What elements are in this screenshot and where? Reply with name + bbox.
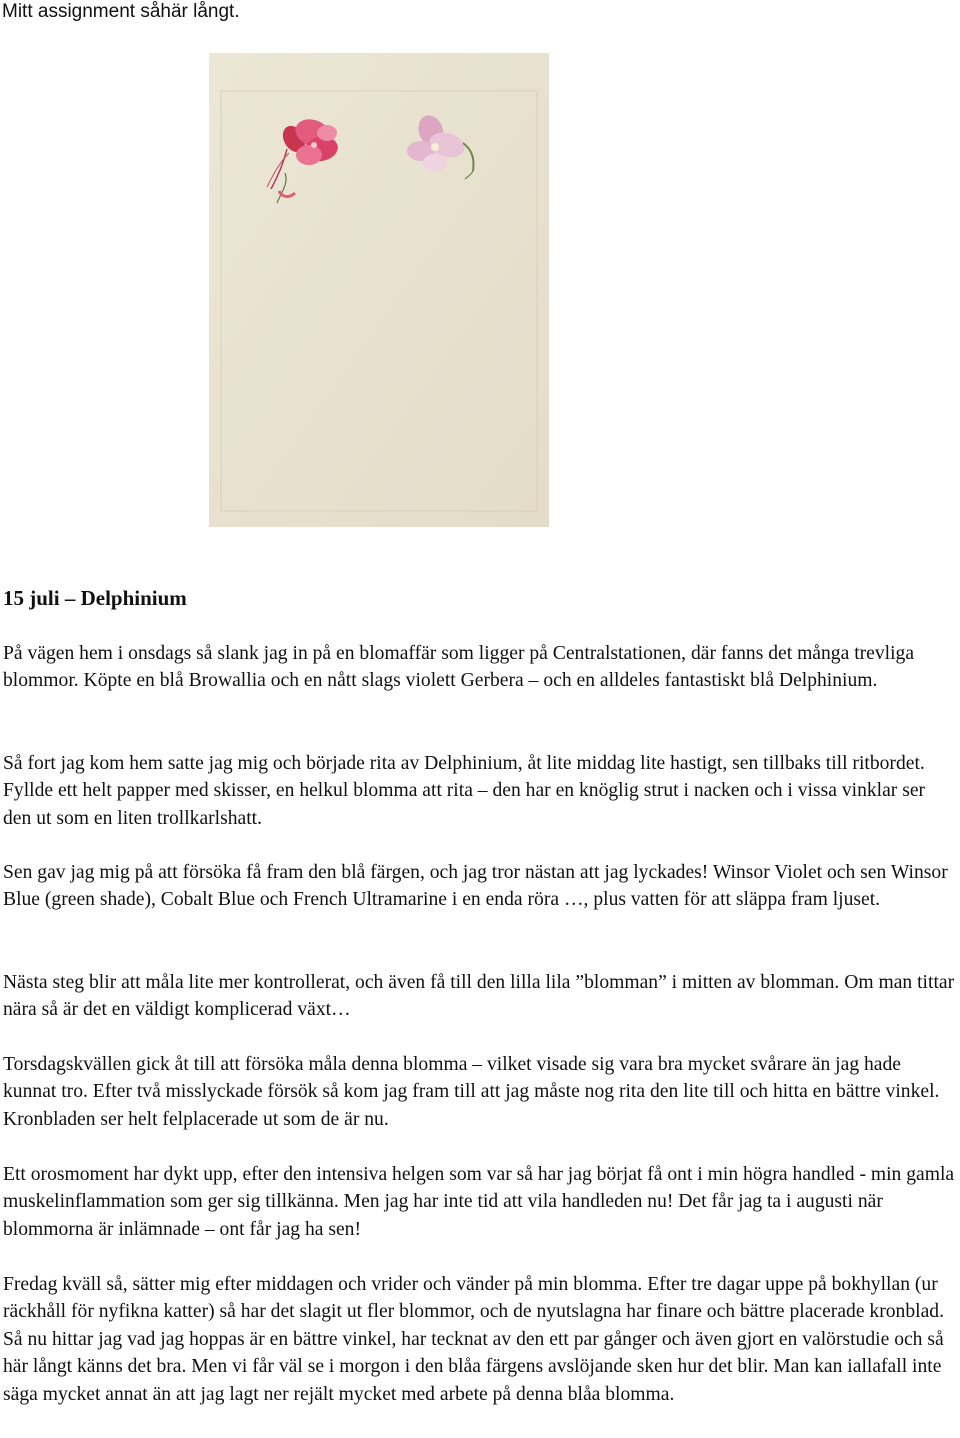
section-heading: 15 juli – Delphinium	[3, 586, 187, 610]
paragraph-2: Så fort jag kom hem satte jag mig och började rita av Delphinium, åt lite middag lite hastigt, sen tillbaks till ritbordet. Fyllde ett helt papper med skisser, en helkul blomma att rita – den har en knöglig strut i nacken och i vissa vinklar ser den ut som en liten trollkarlshatt.	[3, 753, 926, 829]
paragraph-1: På vägen hem i onsdags så slank jag in på en blomaffär som ligger på Centralstationen, där fanns det många trevliga blommor. Köpte en blå Browallia och en nått slags violett Gerbera – och en alldeles fantastiskt blå Delphinium.	[3, 643, 915, 692]
paragraph-4: Nästa steg blir att måla lite mer kontrollerat, och även få till den lilla lila ”blomman” i mitten av blomman. Om man tittar nära så är det en väldigt komplicerad växt…	[3, 972, 955, 1021]
paragraph-6: Ett orosmoment har dykt upp, efter den intensiva helgen som var så har jag börjat få ont i min högra handled - min gamla muskelinflammation som ger sig tillkänna. Men jag har inte tid att vila handleden nu! Det får jag ta i augusti när blommorna är inlämnade – ont får jag ha sen!	[3, 1164, 955, 1240]
paragraph-7: Fredag kväll så, sätter mig efter middagen och vrider och vänder på min blomma. Efter tre dagar uppe på bokhyllan (ur räckhåll för nyfikna katter) så har det slagit ut fler blommor, och de nyutslagna har finare och bättre placerade kronblad. Så nu hittar jag vad jag hoppas är en bättre vinkel, har tecknat av den ett par gånger och även gjort en valörstudie och så här långt känns det bra. Men vi får väl se i morgon i den blåa färgens avslöjande sken hur det blir. Man kan iallafall inte säga mycket annat än att jag lagt ner rejält mycket med arbete på denna blåa blomma.	[3, 1274, 944, 1405]
watercolor-image	[209, 53, 549, 527]
watercolor-photo	[209, 53, 549, 527]
paragraph-5: Torsdagskvällen gick åt till att försöka måla denna blomma – vilket visade sig vara bra mycket svårare än jag hade kunnat tro. Efter två misslyckade försök så kom jag fram till att jag måste nog rita den lite till och hitta en bättre vinkel. Kronbladen ser helt felplacerade ut som de är nu.	[3, 1054, 940, 1130]
intro-text: Mitt assignment såhär långt.	[2, 1, 240, 22]
paragraph-3: Sen gav jag mig på att försöka få fram den blå färgen, och jag tror nästan att jag lyckades! Winsor Violet och sen Winsor Blue (green shade), Cobalt Blue och French Ultramarine i en enda röra …, plus vatten för att släppa fram ljuset.	[3, 862, 948, 911]
